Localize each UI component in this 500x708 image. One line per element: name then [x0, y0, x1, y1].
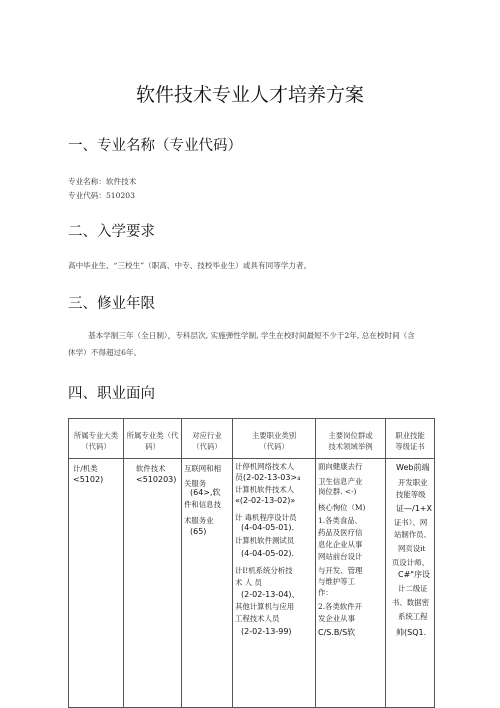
- cell-occupation: [233, 459, 316, 708]
- cell-text-line: 件和信息技: [184, 500, 221, 509]
- header-occupation: [233, 419, 316, 459]
- cell-text-line: 开发职业: [398, 478, 428, 487]
- cell-text-line: 网站前台设计: [318, 552, 363, 561]
- cell-text-line: 术服务业: [184, 516, 214, 525]
- cell-text-line: 其他计算机与应用: [235, 602, 295, 611]
- header-text-line: （代码）: [192, 442, 222, 451]
- cell-text-line: 计/机类: [73, 464, 98, 473]
- cell-text-line: 书、数据密: [392, 598, 429, 607]
- cell-text-line: <5102): [73, 475, 104, 484]
- header-industry: [182, 419, 233, 459]
- cell-major-category: [69, 459, 124, 708]
- cell-text-line: <510203): [136, 475, 177, 484]
- cell-text-line: 作：: [318, 588, 333, 597]
- section-heading-career: 四、职业面向: [68, 386, 155, 402]
- cell-text-line: 计算机软件测试员: [235, 536, 295, 545]
- section-heading-major: 一、专业名称（专业代码）: [68, 138, 242, 154]
- cell-text-line: (65): [190, 527, 207, 536]
- cell-text-line: «(2-02-13-02)»: [235, 496, 296, 505]
- cell-positions: [316, 459, 386, 708]
- cell-text-line: (4-04-05-01).: [241, 523, 295, 532]
- header-major-category: [69, 419, 124, 459]
- cell-text-line: 与开发、管理: [318, 566, 363, 575]
- header-text-line: 主要职业类别: [251, 431, 297, 440]
- cell-text-line: 帅(SQ1.: [396, 628, 427, 637]
- cell-text-line: 工程技术人员: [235, 614, 280, 623]
- header-positions: [316, 419, 386, 459]
- cell-text-line: 术 人 员: [235, 578, 262, 587]
- cell-text-line: 与维护等工: [318, 577, 355, 586]
- cell-major-class: [124, 459, 182, 708]
- cell-text-line: 软件技术: [136, 464, 166, 473]
- header-certificates: [386, 419, 435, 459]
- duration-text-line-2: 休学）不得超过6年。: [68, 348, 142, 357]
- header-text-line: 对应行业: [192, 431, 222, 440]
- cell-text-line: 员(2-02-13-03>₄: [235, 473, 301, 482]
- cell-text-line: 技能等级: [396, 490, 426, 499]
- major-code-line: 专业代码：510203: [68, 191, 135, 200]
- cell-text-line: 计算机软件技术人: [235, 485, 295, 494]
- cell-text-line: 互联网和相: [184, 464, 221, 473]
- header-text-line: 等级证书: [395, 442, 425, 451]
- header-text-line: 所属专业类（代: [126, 431, 179, 440]
- cell-industry: [182, 459, 233, 708]
- header-text-line: 技术领域举例: [328, 442, 373, 451]
- section-heading-duration: 三、修业年限: [68, 296, 155, 312]
- cell-text-line: 系统工程: [398, 612, 428, 621]
- cell-text-line: 药品及医疗信: [318, 528, 363, 537]
- duration-text-line-1: 基本学制三年（全日制），专科层次, 实施弹性学制, 学生在校时间最短不少于2年, 总在校时间（含: [88, 331, 415, 340]
- cell-text-line: 证书）、网: [394, 518, 428, 527]
- table-header-row: [69, 419, 435, 459]
- cell-text-line: (4-04-05-02).: [241, 549, 295, 558]
- cell-text-line: 面向健康去行: [318, 462, 363, 471]
- cell-text-line: (2-02-13-04)、: [241, 590, 300, 599]
- cell-text-line: C#"序设: [398, 570, 430, 579]
- cell-text-line: 关服务: [184, 479, 207, 488]
- header-text-line: 所属专业大类: [73, 431, 119, 440]
- header-text-line: （代码）: [259, 442, 289, 451]
- page-title: 软件技术专业人才培养方案: [135, 84, 364, 106]
- cell-text-line: 计 毒机程序设计员: [235, 513, 297, 522]
- header-major-class: [124, 419, 182, 459]
- header-text-line: （代码）: [81, 442, 111, 451]
- admission-requirement-text: 高中毕业生、“三校生”（职高、中专、技校毕业生）或具有同等学力者。: [68, 261, 312, 270]
- cell-text-line: Web前端: [396, 463, 430, 472]
- header-text-line: 职业技能: [395, 431, 425, 440]
- cell-text-line: (64>,软: [190, 488, 221, 497]
- cell-text-line: 岗位群. <-): [318, 487, 357, 496]
- cell-text-line: 计二级证: [398, 584, 428, 593]
- cell-text-line: C/S.B/S软: [318, 628, 356, 637]
- major-name-line: 专业名称：软件技术: [68, 177, 137, 186]
- header-text-line: 主要岗位群或: [328, 431, 373, 440]
- cell-text-line: 站制作员、: [394, 530, 431, 539]
- cell-text-line: 网页设it: [398, 544, 426, 553]
- cell-text-line: 卫生信息产业: [318, 477, 363, 486]
- cell-text-line: 1.各类食品、: [318, 516, 363, 525]
- cell-text-line: 计I!机系统分析技: [235, 566, 293, 575]
- section-heading-admission: 二、入学要求: [68, 224, 155, 240]
- cell-text-line: 页设计师、: [392, 558, 429, 567]
- header-text-line: 码）: [145, 442, 160, 451]
- career-orientation-table: [68, 418, 435, 708]
- cell-text-line: 2.各类软件开: [318, 602, 363, 611]
- cell-text-line: 计停机网络技术人: [235, 462, 295, 471]
- cell-text-line: 发企业从事: [318, 614, 355, 623]
- cell-text-line: 证—/1+X: [396, 504, 432, 513]
- cell-certificates: [386, 459, 435, 708]
- cell-text-line: (2-02-13-99): [241, 627, 292, 636]
- cell-text-line: 核心恂位（M): [318, 503, 366, 512]
- table-row: [69, 459, 435, 708]
- cell-text-line: 息化企业从事: [318, 540, 363, 549]
